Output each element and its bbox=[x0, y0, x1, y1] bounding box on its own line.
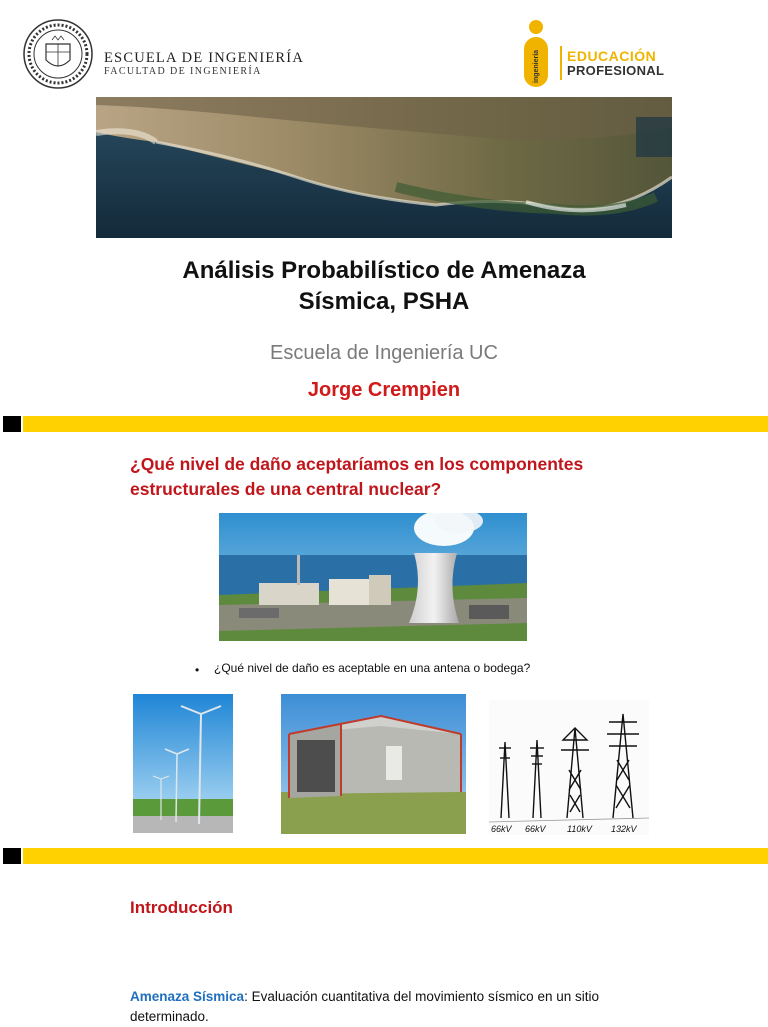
program-line1: EDUCACIÓN bbox=[567, 48, 657, 64]
presentation-title bbox=[0, 255, 768, 317]
slide-separator bbox=[0, 848, 768, 864]
nuclear-question bbox=[130, 452, 690, 502]
separator-black-block bbox=[3, 848, 21, 864]
uc-seal-logo bbox=[22, 18, 94, 90]
question-line2: estructurales de una central nuclear? bbox=[130, 479, 442, 499]
definition-paragraph bbox=[130, 987, 630, 1027]
question-line1: ¿Qué nivel de daño aceptaríamos en los componentes bbox=[130, 454, 584, 474]
metal-warehouse-photo bbox=[281, 694, 466, 834]
nuclear-plant-photo bbox=[219, 513, 527, 641]
definition-term: Amenaza Sísmica bbox=[130, 989, 245, 1004]
section-title: Introducción bbox=[130, 898, 233, 917]
tower-label-4: 132kV bbox=[611, 824, 637, 834]
satellite-coastline-image bbox=[96, 97, 672, 238]
title-line1: Análisis Probabilístico de Amenaza bbox=[182, 257, 586, 284]
tower-label-3: 110kV bbox=[567, 824, 592, 834]
ingenieria-i-logo bbox=[520, 20, 552, 88]
author-name: Jorge Crempien bbox=[307, 379, 461, 401]
transmission-towers-drawing bbox=[489, 700, 649, 835]
program-vertical-label: ingeniería bbox=[533, 49, 540, 83]
institution-name: Escuela de Ingeniería UC bbox=[270, 342, 498, 364]
tower-label-1: 66kV bbox=[491, 824, 512, 834]
separator-yellow-bar bbox=[23, 416, 768, 432]
separator-yellow-bar bbox=[23, 848, 768, 864]
slide-separator bbox=[0, 416, 768, 432]
tower-label-2: 66kV bbox=[525, 824, 546, 834]
definition-text-continued: determinado. bbox=[130, 1009, 209, 1024]
street-light-photo bbox=[133, 694, 233, 833]
logo-divider bbox=[560, 46, 562, 80]
title-line2: Sísmica, PSHA bbox=[298, 288, 470, 315]
definition-text: : Evaluación cuantitativa del movimiento sísmico en un sitio bbox=[244, 989, 599, 1004]
school-name: ESCUELA DE INGENIERÍA bbox=[104, 50, 304, 66]
faculty-name: FACULTAD DE INGENIERÍA bbox=[104, 66, 262, 77]
antenna-question: ¿Qué nivel de daño es aceptable en una antena o bodega? bbox=[214, 661, 531, 675]
program-line2: PROFESIONAL bbox=[567, 63, 665, 78]
separator-black-block bbox=[3, 416, 21, 432]
bullet-icon: • bbox=[195, 663, 200, 677]
